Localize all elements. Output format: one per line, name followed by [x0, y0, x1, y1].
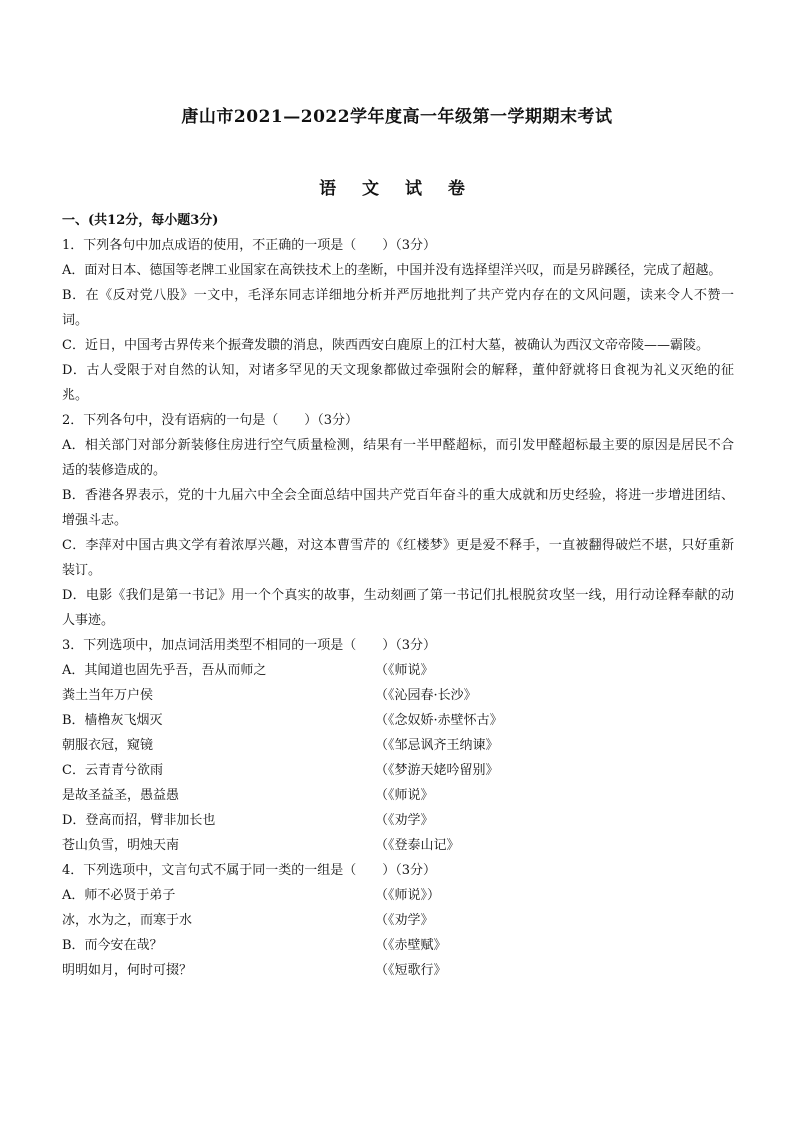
option-source: （《师说》 — [375, 788, 434, 803]
option-text: 苍山负雪，明烛天南 — [62, 838, 180, 853]
option-c: C．近日，中国考古界传来个振聋发聩的消息，陕西西安白鹿原上的江村大墓，被确认为西汉文帝帝陵——霸陵。 — [62, 338, 709, 353]
option-text: A．其闻道也固先乎吾，吾从而师之 — [62, 663, 267, 678]
option-text: 冰，水为之，而寒于水 — [62, 913, 193, 928]
option-text: B．樯橹灰飞烟灭 — [62, 713, 163, 728]
option-text: D．登高而招，臂非加长也 — [62, 813, 216, 828]
option-row — [62, 808, 734, 833]
option-a: A．面对日本、德国等老牌工业国家在高铁技术上的垄断，中国并没有选择望洋兴叹，而是另辟蹊径，完成了超越。 — [62, 263, 722, 278]
question-4 — [62, 858, 734, 983]
question-3 — [62, 633, 734, 858]
option-text: 是故圣益圣，愚益愚 — [62, 788, 180, 803]
option-row — [62, 833, 734, 858]
question-stem: 1．下列各句中加点成语的使用，不正确的一项是（ ）（3分） — [62, 238, 437, 253]
option-source: （《念奴娇·赤壁怀古》 — [375, 713, 503, 728]
option-source: （《赤壁赋》 — [375, 938, 447, 953]
option-row — [62, 683, 734, 708]
option-d: D．电影《我们是第一书记》用一个个真实的故事，生动刻画了第一书记们扎根脱贫攻坚一线，用行动诠释奉献的动人事迹。 — [62, 588, 734, 628]
option-source: （《沁园春·长沙》 — [375, 688, 477, 703]
option-text: 明明如月，何时可掇？ — [62, 963, 193, 978]
option-source: （《劝学》 — [375, 913, 434, 928]
section-heading: 一、(共12分，每小题3分) — [62, 213, 219, 228]
question-1 — [62, 233, 734, 408]
option-text: A．师不必贤于弟子 — [62, 888, 176, 903]
option-row — [62, 708, 734, 733]
option-b: B．在《反对党八股》一文中，毛泽东同志详细地分析并严厉地批判了共产党内存在的文风问题，读来令人不赞一词。 — [62, 288, 734, 328]
question-stem: 3．下列选项中，加点词活用类型不相同的一项是（ ）（3分） — [62, 638, 437, 653]
option-row — [62, 933, 734, 958]
option-row — [62, 783, 734, 808]
option-source: （《登泰山记》 — [375, 838, 460, 853]
exam-title: 唐山市2021—2022学年度高一年级第一学期期末考试 — [181, 107, 613, 127]
question-stem: 4．下列选项中，文言句式不属于同一类的一组是（ ）（3分） — [62, 863, 437, 878]
option-c: C．李萍对中国古典文学有着浓厚兴趣，对这本曹雪芹的《红楼梦》更是爱不释手，一直被翻得破烂不堪，只好重新装订。 — [62, 538, 734, 578]
option-row — [62, 758, 734, 783]
option-source: （《邹忌讽齐王纳谏》 — [375, 738, 499, 753]
option-source: （《短歌行》 — [375, 963, 447, 978]
option-row — [62, 908, 734, 933]
option-text: 粪土当年万户侯 — [62, 688, 154, 703]
option-row — [62, 958, 734, 983]
option-d: D．古人受限于对自然的认知，对诸多罕见的天文现象都做过牵强附会的解释，董仲舒就将日食视为礼义灭绝的征兆。 — [62, 363, 734, 403]
option-row — [62, 658, 734, 683]
option-source: （《劝学》 — [375, 813, 434, 828]
option-text: 朝服衣冠，窥镜 — [62, 738, 154, 753]
option-text: C．云青青兮欲雨 — [62, 763, 163, 778]
option-row — [62, 733, 734, 758]
option-source: （《梦游天姥吟留别》 — [375, 763, 499, 778]
question-stem: 2．下列各句中，没有语病的一句是（ ）（3分） — [62, 413, 359, 428]
option-a: A．相关部门对部分新装修住房进行空气质量检测，结果有一半甲醛超标，而引发甲醛超标最主要的原因是居民不合适的装修造成的。 — [62, 438, 734, 478]
exam-subtitle: 语 文 试 卷 — [319, 179, 475, 199]
option-source: （《师说》 — [375, 663, 434, 678]
option-b: B．香港各界表示，党的十九届六中全会全面总结中国共产党百年奋斗的重大成就和历史经验，将进一步增进团结、增强斗志。 — [62, 488, 734, 528]
option-source: （《师说》） — [375, 888, 441, 903]
exam-content — [62, 208, 734, 983]
question-2 — [62, 408, 734, 633]
option-row — [62, 883, 734, 908]
option-text: B．而今安在哉？ — [62, 938, 163, 953]
